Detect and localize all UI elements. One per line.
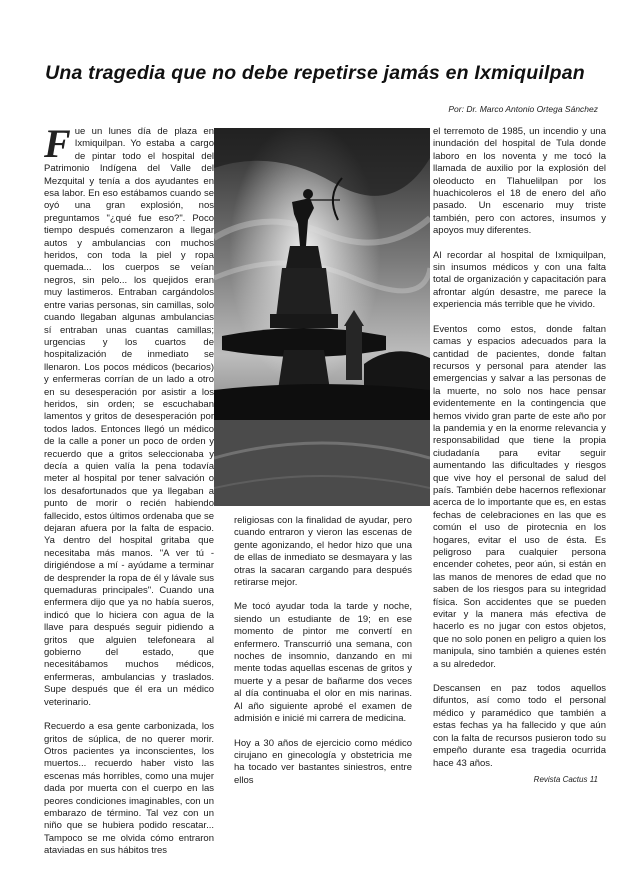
fountain-archer-image: [214, 128, 430, 506]
article-column-2: [234, 515, 412, 799]
article-column-1: [44, 121, 214, 870]
paragraph: Me tocó ayudar toda la tarde y noche, siendo un estudiante de 19; en ese momento de pintor me convertí en enfermero. Transcurrió una semana, con noches de insomnio, danzando en mi mente todas aquellas escenas de gritos y muerte y a pesar de bañarme dos veces al día continuaba el olor en mis narinas. Al año siguiente aprobé el examen de admisión e inicié mi carrera de medicina.: [234, 601, 412, 725]
paragraph: Al recordar al hospital de Ixmiquilpan, sin insumos médicos y con una falta total de organización y capacitación para afrontar algún desastre, me parece la experiencia más terrible que he vivido.: [433, 249, 606, 311]
paragraph: Eventos como estos, donde faltan camas y espacios adecuados para la cantidad de pacientes, donde faltan recursos y personal para atender las emergencias y salvar a las personas de la muerte, no solo nos hace pensar evidentemente en la contingencia que hemos vivido gran parte de este año por la pandemia y en la enorme relevancia y responsabilidad que tiene la propia ciudadanía para evitar seguir aumentando las dificultades y riesgos que vive hoy el personal de salud del país. También debe hacernos reflexionar acerca de lo importante que es, en estas fechas de celebraciones en las que es común el uso de pirotecnia en los hogares, evitar el uso de ésta. Es peligroso para cualquier persona encender cohetes, peor aún, si están en las manos de menores de edad que no saben de los riesgos para su integridad física. Son accidentes que se pueden evitar y la manera más efectiva de hacerlo es no jugar con estos objetos, que no solo ponen en peligro a quien los manipula, sino también a quienes estén a su alrededor.: [433, 323, 606, 670]
article-column-3: [433, 126, 606, 782]
page-footer: Revista Cactus 11: [533, 775, 598, 784]
drop-cap: F: [44, 121, 71, 166]
paragraph: religiosas con la finalidad de ayudar, pero cuando entraron y vieron las escenas de gente agonizando, el hedor hizo que una de ellas de inmediato se desmayara y las otras la sacaran cargando para después retirarse mejor.: [234, 515, 412, 589]
paragraph-text: ue un lunes día de plaza en Ixmiquilpan. Yo estaba a cargo de pintar todo el hospital del Patrimonio Indígena del Valle del Mezquital y tenía a dos ayudantes en esa labor. En eso estábamos cuando se oyó una gran explosión, nos preguntamos "¿qué fue eso?". Poco tiempo después comenzaron a llegar autos y ambulancias con muchos heridos, con toda la piel y ropa quemada... los cuerpos se veían negros, sin pelo... los quejidos eran muy lastimeros. Entraban cargándolos entre varias personas, sin camillas, solo cuando llegaban algunas ambulancias sí entraban unas cuantas camillas; urgencias y los cuartos de hospitalización de inmediato se llenaron. Los pocos médicos (becarios) y enfermeras corrían de un lado a otro en su desesperación por asistir a los heridos, sin orden; se escuchaban lamentos y gritos de desesperación por todos lados. Entonces llegó un médico de la calle a poner un poco de orden y recuerdo que a gritos seleccionaba y decía a quien valía la pena todavía meter al hospital por tener salvación o los desafortunados que ya llegaban a punto de morir o recién habiendo fallecido, estos últimos ordenaba que se dejaran afuera por la falta de espacio. Ya dentro del hospital gritaba que necesitaba más manos. "A ver tú - dirigiéndose a mí - ayúdame a terminar de desprender la ropa de él y lávale sus quemaduras principales". Cuando una enfermera dijo que ya no había sueros, indicó que lo hiciera con agua de la llave para después seguir pidiendo a gritos que alguien telefoneara al gobierno del estado, que necesitábamos muchos médicos, enfermeras, ambulancias y traslados. Supe después que él era un médico veterinario.: [44, 126, 214, 708]
fountain-archer-photo: [214, 128, 430, 506]
paragraph: Hoy a 30 años de ejercicio como médico cirujano en ginecología y obstetricia me ha tocado ver bastantes siniestros, entre ellos: [234, 737, 412, 786]
paragraph: el terremoto de 1985, un incendio y una inundación del hospital de Tula donde laboro en los noventa y me tocó la llamada de auxilio por la explosión del oleoducto en Tlahuelilpan por los huachicoleros el 18 de enero del año pasado. Un escenario muy triste también, pero con actores, insumos y apoyos muy diferentes.: [433, 126, 606, 237]
paragraph: [44, 121, 214, 709]
paragraph: Recuerdo a esa gente carbonizada, los gritos de súplica, de no querer morir. Otros pacientes ya inconscientes, los muertos... recuerdo haber visto las escenas más horribles, como una mujer dada por muerta con el cuerpo en las peores condiciones imaginables, con un embarazo de término. Tal vez con un niño que se hubiera podido rescatar... Tampoco se me olvida cómo entraron ataviadas en sus hábitos tres: [44, 721, 214, 857]
article-title: Una tragedia que no debe repetirse jamás en Ixmiquilpan: [45, 62, 585, 84]
paragraph: Descansen en paz todos aquellos difuntos, así como todo el personal médico y paramédico que también a estas fechas ya ha fallecido y que aún con la falta de recursos pusieron todo su empeño durante esa tragedia ocurrida hace 43 años.: [433, 683, 606, 769]
article-byline: Por: Dr. Marco Antonio Ortega Sánchez: [448, 104, 598, 114]
